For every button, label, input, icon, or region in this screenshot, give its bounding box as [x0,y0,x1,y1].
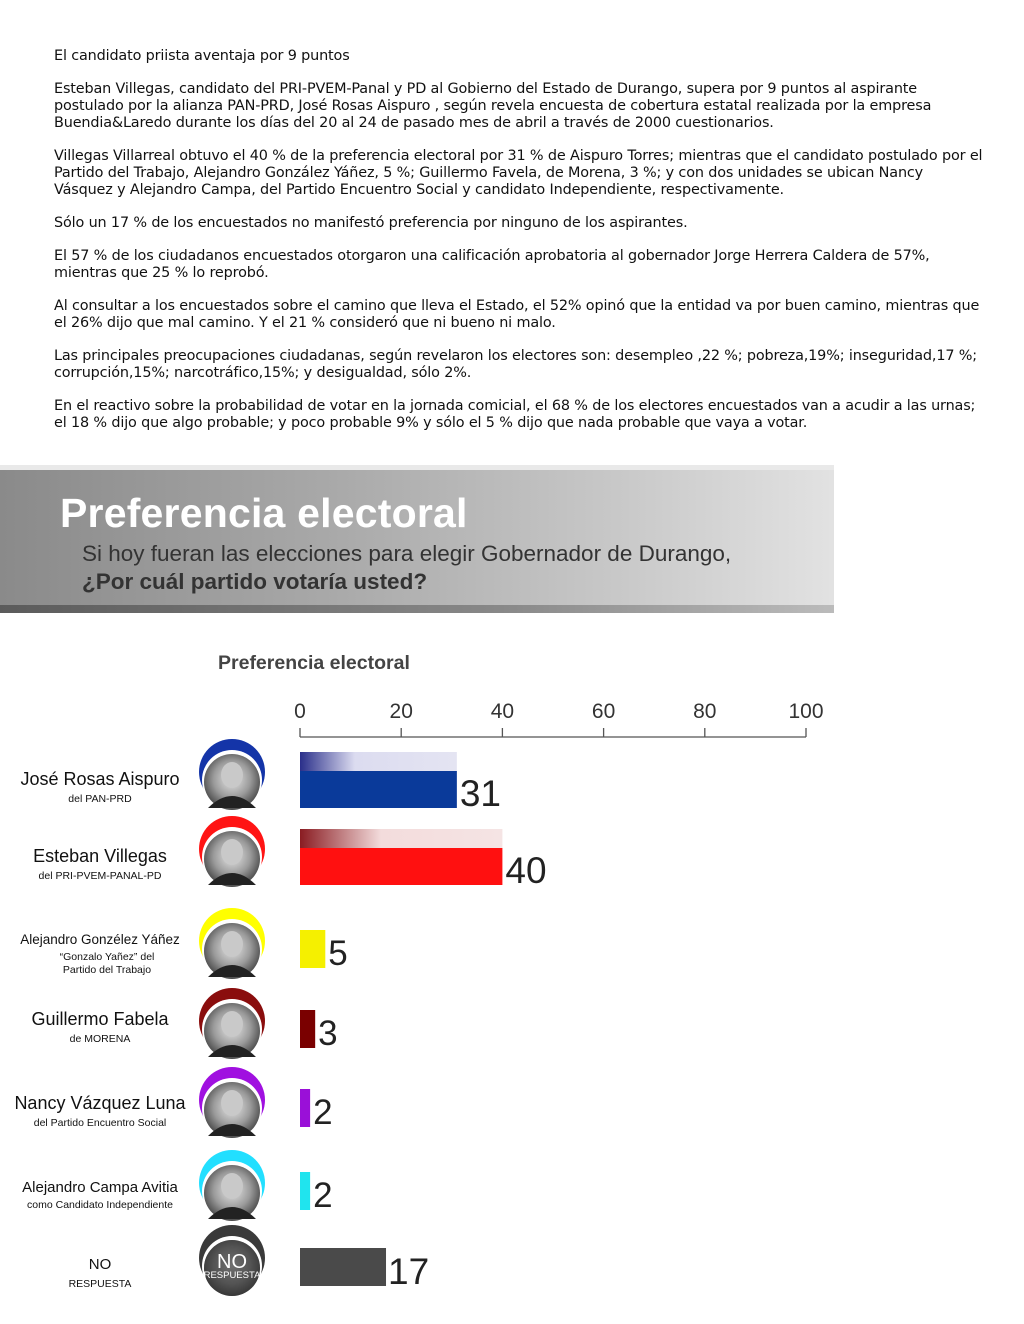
article-paragraph: Esteban Villegas, candidato del PRI-PVEM-Panal y PD al Gobierno del Estado de Durango, supera por 9 puntos al aspirante postulado por la alianza PAN-PRD, José Rosas Aispuro , según revela encuesta de cobertura estatal realizada por la empresa Buendia&Laredo durante los días del 20 al 24 de pasado mes de abril a través de 2000 cuestionarios. [54,81,932,131]
face-silhouette [221,1173,243,1199]
candidate-party: como Candidato Independiente [27,1199,173,1211]
x-tick-label: 40 [490,700,515,723]
candidate-party: del PAN-PRD [68,793,132,805]
article-paragraph: Al consultar a los encuestados sobre el camino que lleva el Estado, el 52% opinó que la entidad va por buen camino, mientras que el 26% dijo que mal camino. Y el 21 % consideró que ni bueno ni malo. [54,298,980,331]
banner-question-bold: ¿Por cuál partido votaría usted? [82,569,428,594]
candidate-name: Alejandro Gonzélez Yáñez [20,932,180,947]
candidate-name: Nancy Vázquez Luna [14,1093,186,1113]
face-silhouette [221,931,243,957]
article-paragraph: Villegas Villarreal obtuvo el 40 % de la preferencia electoral por 31 % de Aispuro Torres; mientras que el candidato postulado por el Partido del Trabajo, Alejandro González Yáñez, 5 %; Guillermo Favela, de Morena, 3 %; y con dos unidades se ubican Nancy Vásquez y Alejandro Campa, del Partido Encuentro Social y candidato Independiente, respectivamente. [54,148,983,198]
candidate-party: de MORENA [69,1033,131,1045]
bar [300,848,502,885]
bar-value-label: 3 [318,1014,338,1053]
bar [300,1248,386,1286]
candidate-party: “Gonzalo Yañez” del Partido del Trabajo [59,951,155,976]
chart-title: Preferencia electoral [218,652,410,674]
article-paragraph: En el reactivo sobre la probabilidad de votar en la jornada comicial, el 68 % de los electores encuestados van a acudir a las urnas; el 18 % dijo que algo probable; y poco probable 9% y sólo el 5 % dijo que nada probable que vaya a votar. [54,398,976,431]
bar-value-label: 2 [313,1176,333,1215]
article-paragraph: Las principales preocupaciones ciudadanas, según revelaron los electores son: desempleo ,22 %; pobreza,19%; inseguridad,17 %; corrupción,15%; narcotráfico,15%; y desigualdad, sólo 2%. [54,348,977,381]
face-silhouette [221,839,243,865]
bar-value-label: 17 [388,1251,430,1292]
bar [300,1010,315,1048]
avatar-no-label: NO [217,1251,247,1273]
candidate-party: del Partido Encuentro Social [33,1117,167,1129]
banner-title: Preferencia electoral [60,490,468,536]
x-tick-label: 100 [788,700,824,723]
x-tick-label: 60 [591,700,616,723]
candidate-name: Alejandro Campa Avitia [22,1179,178,1196]
candidate-name: Esteban Villegas [33,846,167,866]
candidate-name: NO [88,1256,112,1273]
bar [300,1089,310,1127]
face-silhouette [221,1090,243,1116]
bar-value-label: 40 [505,850,547,891]
candidate-party: RESPUESTA [68,1278,132,1290]
candidate-party: del PRI-PVEM-PANAL-PD [38,870,162,882]
bar-value-label: 2 [313,1093,333,1132]
x-tick-label: 20 [389,700,413,723]
banner-question-text: Si hoy fueran las elecciones para elegir Gobernador de Durango, [82,541,732,566]
candidate-name: Guillermo Fabela [31,1009,169,1029]
x-tick-label: 80 [693,700,717,723]
bar [300,930,325,968]
x-tick-label: 0 [294,700,306,723]
face-silhouette [221,1011,243,1037]
article-headline: El candidato priista aventaja por 9 puntos [54,48,350,64]
bar-value-label: 31 [459,773,502,814]
bar-value-label: 5 [328,934,348,973]
bar [300,1172,310,1210]
avatar-no-sublabel: RESPUESTA [203,1270,261,1281]
article-paragraph: El 57 % de los ciudadanos encuestados otorgaron una calificación aprobatoria al gobernador Jorge Herrera Caldera de 57%, mientras que 25 % lo reprobó. [54,248,930,281]
bar-gloss [300,829,502,849]
article-paragraph: Sólo un 17 % de los encuestados no manifestó preferencia por ninguno de los aspirantes. [54,215,688,231]
bar-gloss [300,752,457,772]
candidate-name: José Rosas Aispuro [20,769,180,789]
bar [300,771,457,808]
face-silhouette [221,762,243,788]
